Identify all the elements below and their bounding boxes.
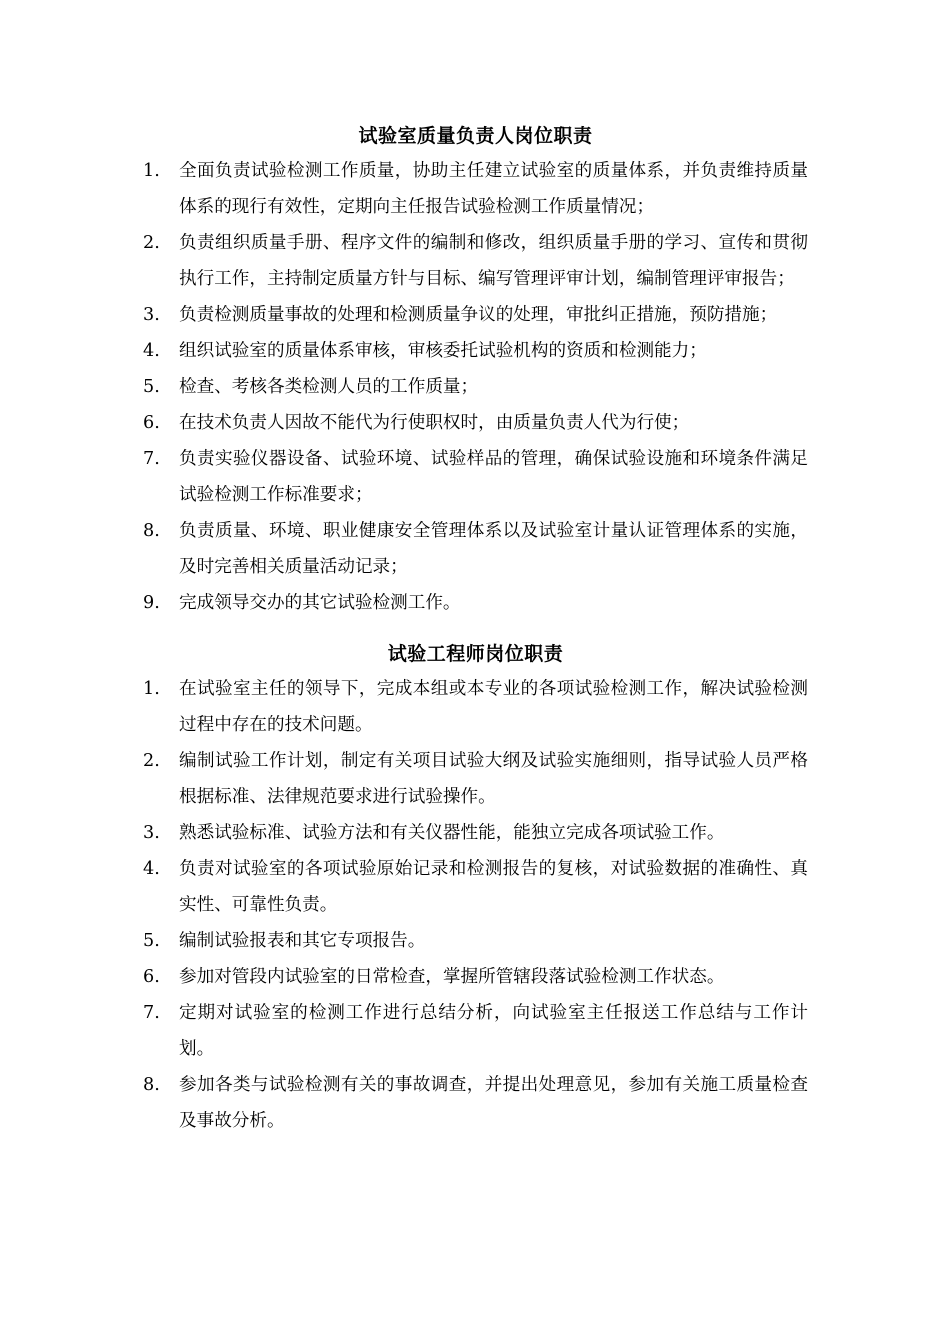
section-title-quality-manager: 试验室质量负责人岗位职责 [358,125,593,147]
list-item [143,333,808,369]
item-text: 完成领导交办的其它试验检测工作。 [179,593,461,613]
list-item [143,585,808,621]
item-number: 6. [143,967,160,987]
item-number: 8. [143,1075,160,1095]
item-number: 3. [143,823,160,843]
item-number: 9. [143,593,160,613]
list-item [143,513,808,585]
item-number: 2. [143,233,160,253]
item-number: 1. [143,161,160,181]
item-text: 参加对管段内试验室的日常检查，掌握所管辖段落试验检测工作状态。 [179,967,725,987]
list-item [143,815,808,851]
document-body [143,119,808,1139]
item-text: 组织试验室的质量体系审核，审核委托试验机构的资质和检测能力； [179,341,707,361]
item-text: 负责组织质量手册、程序文件的编制和修改，组织质量手册的学习、宣传和贯彻执行工作，主持制定质量方针与目标、编写管理评审计划，编制管理评审报告； [179,233,808,289]
list-item [143,851,808,923]
item-number: 8. [143,521,160,541]
item-number: 4. [143,341,160,361]
item-text: 编制试验报表和其它专项报告。 [179,931,426,951]
item-text: 负责实验仪器设备、试验环境、试验样品的管理，确保试验设施和环境条件满足试验检测工作标准要求； [179,449,808,505]
list-item [143,743,808,815]
item-text: 定期对试验室的检测工作进行总结分析，向试验室主任报送工作总结与工作计划。 [179,1003,808,1059]
item-text: 在技术负责人因故不能代为行使职权时，由质量负责人代为行使； [179,413,690,433]
list-item [143,369,808,405]
list-item [143,153,808,225]
item-text: 参加各类与试验检测有关的事故调查，并提出处理意见，参加有关施工质量检查及事故分析。 [179,1075,808,1131]
item-number: 1. [143,679,160,699]
item-number: 3. [143,305,160,325]
section-title-test-engineer: 试验工程师岗位职责 [387,643,564,665]
list-item [143,923,808,959]
item-number: 2. [143,751,160,771]
item-text: 负责质量、环境、职业健康安全管理体系以及试验室计量认证管理体系的实施，及时完善相关质量活动记录； [179,521,808,577]
item-number: 6. [143,413,160,433]
list-item [143,441,808,513]
list-item [143,1067,808,1139]
list-item [143,671,808,743]
item-text: 全面负责试验检测工作质量，协助主任建立试验室的质量体系，并负责维持质量体系的现行有效性，定期向主任报告试验检测工作质量情况； [179,161,808,217]
item-number: 4. [143,859,160,879]
item-text: 负责检测质量事故的处理和检测质量争议的处理，审批纠正措施，预防措施； [179,305,778,325]
item-text: 负责对试验室的各项试验原始记录和检测报告的复核，对试验数据的准确性、真实性、可靠性负责。 [179,859,808,915]
item-number: 7. [143,1003,160,1023]
item-text: 编制试验工作计划，制定有关项目试验大纲及试验实施细则，指导试验人员严格根据标准、法律规范要求进行试验操作。 [179,751,808,807]
item-text: 在试验室主任的领导下，完成本组或本专业的各项试验检测工作，解决试验检测过程中存在的技术问题。 [179,679,808,735]
list-item [143,405,808,441]
list-item [143,297,808,333]
item-number: 7. [143,449,160,469]
list-item [143,995,808,1067]
quality-manager-duties-list [143,153,808,621]
list-item [143,959,808,995]
item-number: 5. [143,931,160,951]
item-number: 5. [143,377,160,397]
item-text: 熟悉试验标准、试验方法和有关仪器性能，能独立完成各项试验工作。 [179,823,725,843]
test-engineer-duties-list [143,671,808,1139]
list-item [143,225,808,297]
item-text: 检查、考核各类检测人员的工作质量； [179,377,479,397]
